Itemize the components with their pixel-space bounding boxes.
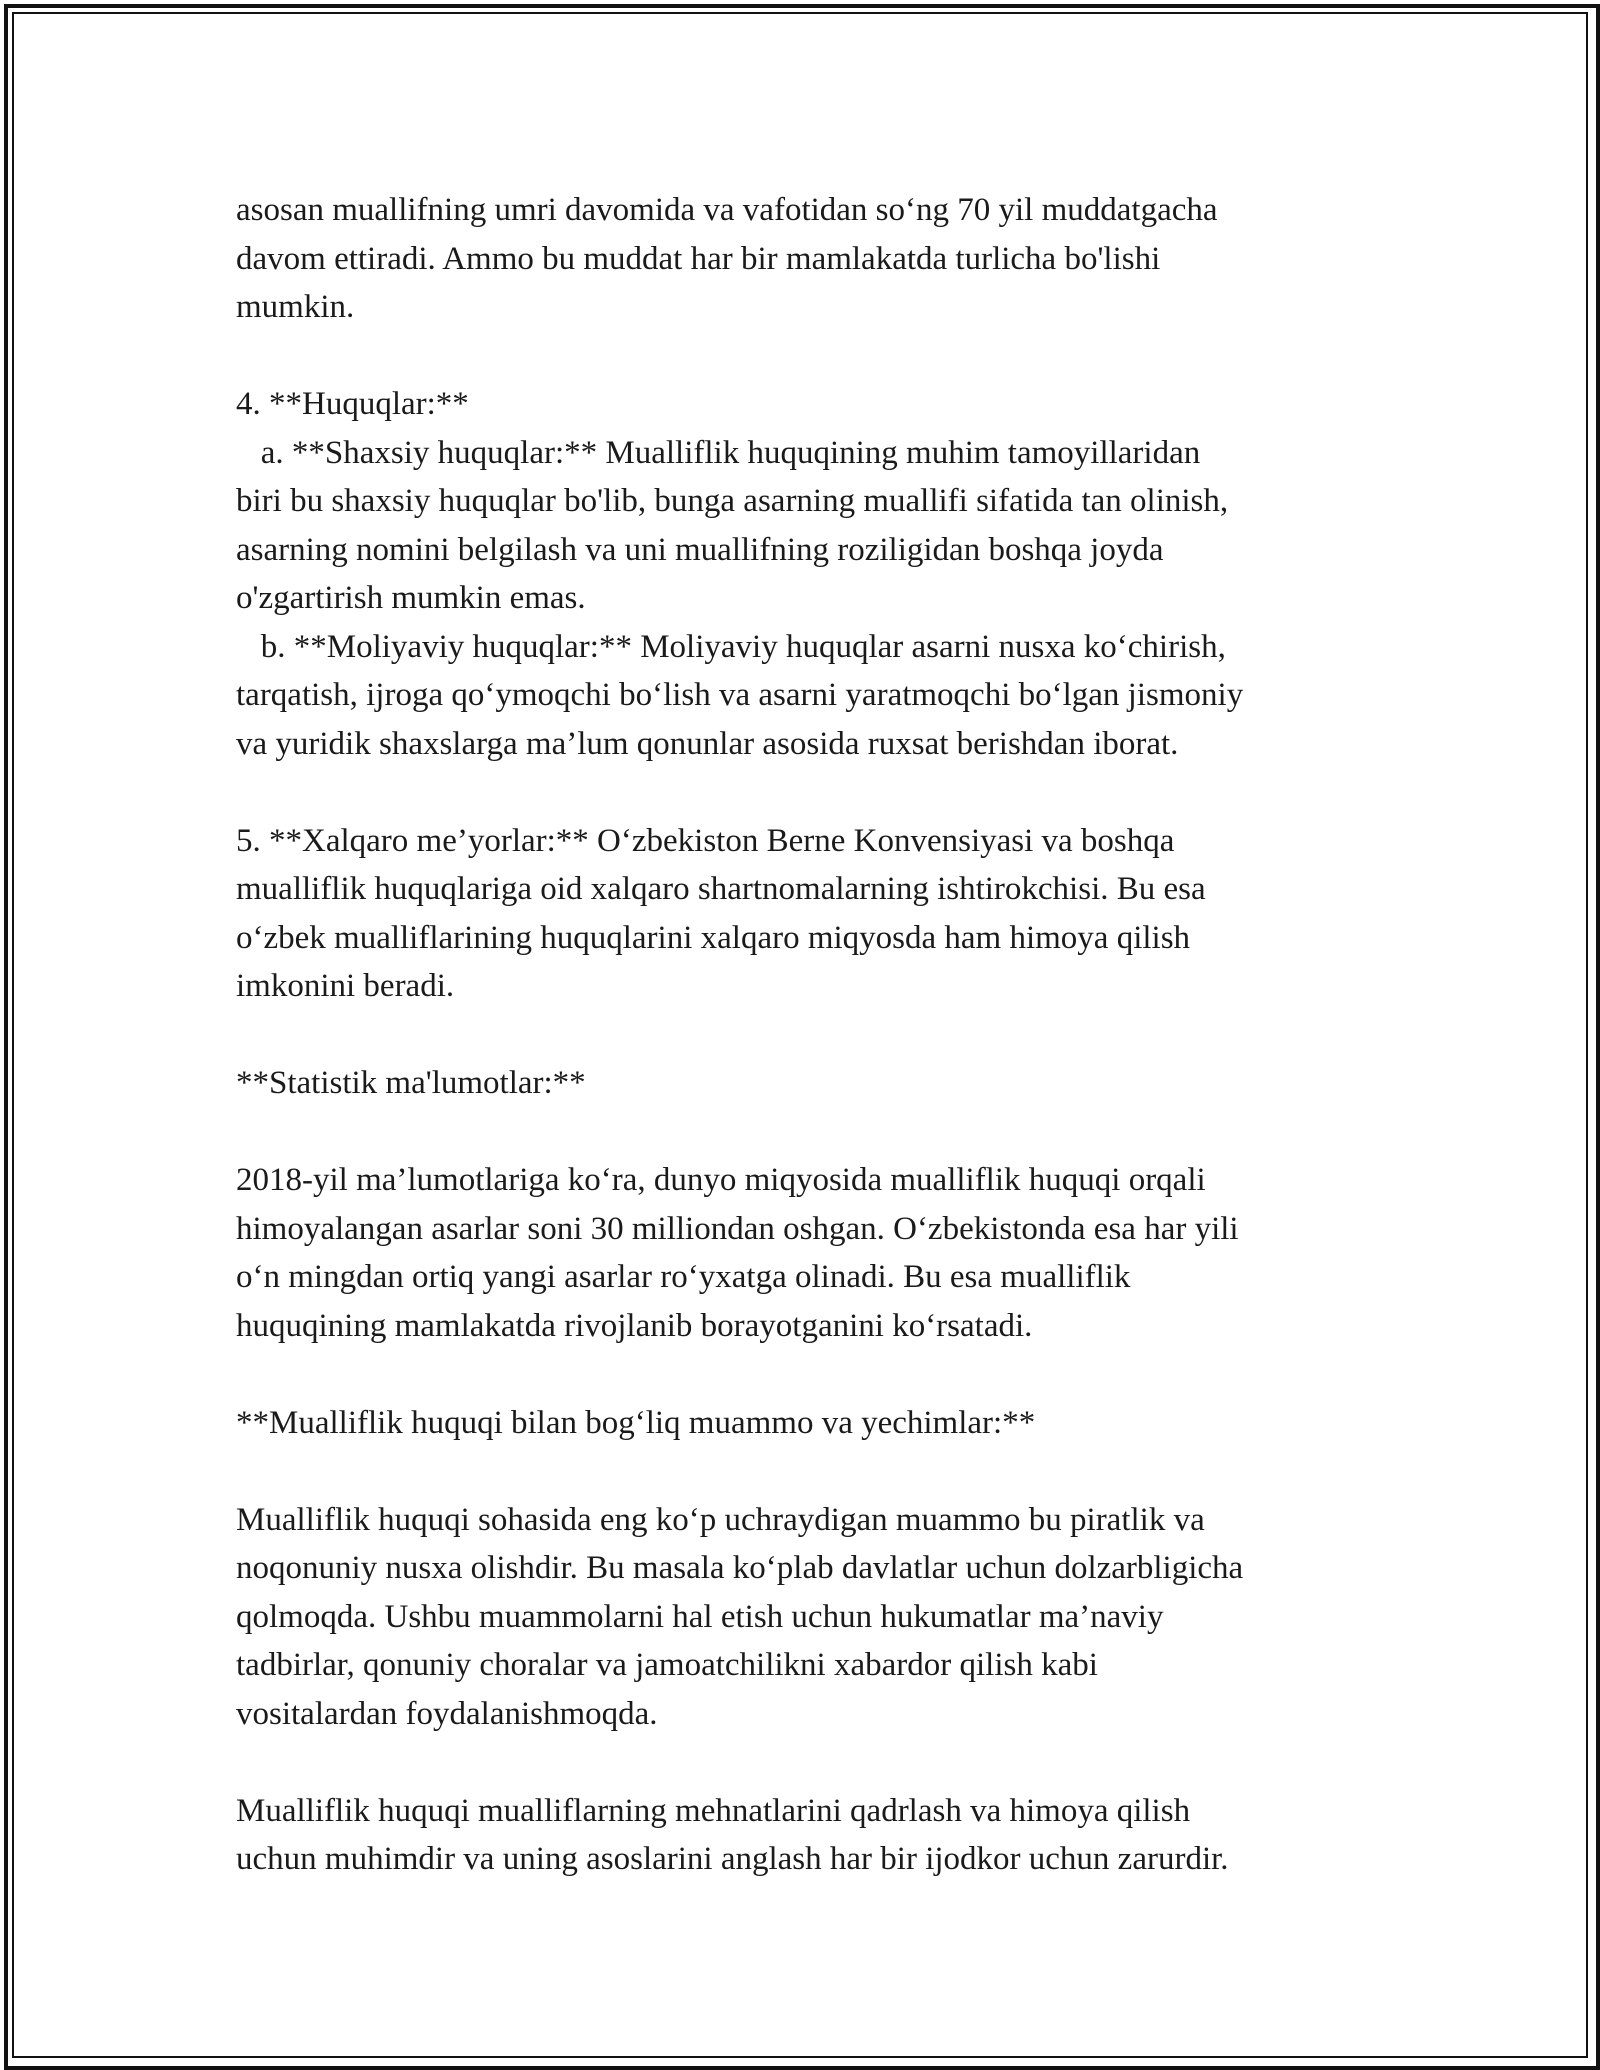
text-line: qolmoqda. Ushbu muammolarni hal etish uchun hukumatlar ma’naviy <box>236 1598 1164 1635</box>
document-body <box>236 186 1376 1884</box>
text-line: mumkin. <box>236 289 355 325</box>
paragraph-rights-section <box>236 380 1376 768</box>
section-heading: **Statistik ma'lumotlar:** <box>236 1065 586 1101</box>
text-line: va yuridik shaxslarga ma’lum qonunlar asosida ruxsat berishdan iborat. <box>236 725 1179 762</box>
paragraph-conclusion <box>236 1787 1376 1884</box>
text-line: huquqining mamlakatda rivojlanib borayotganini ko‘rsatadi. <box>236 1307 1033 1344</box>
paragraph-gap <box>236 1011 1376 1060</box>
text-line: asosan muallifning umri davomida va vafotidan so‘ng 70 yil muddatgacha <box>236 192 1218 228</box>
paragraph-statistics-heading <box>236 1059 1376 1108</box>
text-line: himoyalangan asarlar soni 30 milliondan oshgan. O‘zbekistonda esa har yili <box>236 1210 1239 1247</box>
text-line: 5. **Xalqaro me’yorlar:** O‘zbekiston Berne Konvensiyasi va boshqa <box>236 822 1175 859</box>
paragraph-term-continuation <box>236 186 1376 332</box>
paragraph-international-norms <box>236 817 1376 1011</box>
paragraph-problems-heading <box>236 1399 1376 1448</box>
text-line: noqonuniy nusxa olishdir. Bu masala ko‘plab davlatlar uchun dolzarbligicha <box>236 1550 1244 1586</box>
text-line: o‘n mingdan ortiq yangi asarlar ro‘yxatga olinadi. Bu esa mualliflik <box>236 1259 1131 1295</box>
paragraph-gap <box>236 1350 1376 1399</box>
section-heading: **Mualliflik huquqi bilan bog‘liq muammo va yechimlar:** <box>236 1404 1036 1441</box>
paragraph-problems-body <box>236 1496 1376 1739</box>
paragraph-statistics-body <box>236 1156 1376 1350</box>
text-line: asarning nomini belgilash va uni muallifning roziligidan boshqa joyda <box>236 531 1164 568</box>
paragraph-gap <box>236 1108 1376 1157</box>
text-line: o‘zbek mualliflarining huquqlarini xalqaro miqyosda ham himoya qilish <box>236 919 1191 956</box>
text-line: o'zgartirish mumkin emas. <box>236 580 586 616</box>
text-line: davom ettiradi. Ammo bu muddat har bir mamlakatda turlicha bo'lishi <box>236 240 1161 277</box>
text-line: Mualliflik huquqi mualliflarning mehnatlarini qadrlash va himoya qilish <box>236 1792 1191 1829</box>
section-heading: 4. **Huquqlar:** <box>236 386 469 422</box>
paragraph-gap <box>236 332 1376 381</box>
text-line: mualliflik huquqlariga oid xalqaro shartnomalarning ishtirokchisi. Bu esa <box>236 871 1206 907</box>
paragraph-gap <box>236 1738 1376 1787</box>
text-line: b. **Moliyaviy huquqlar:** Moliyaviy huquqlar asarni nusxa ko‘chirish, <box>236 628 1226 665</box>
text-line: tadbirlar, qonuniy choralar va jamoatchilikni xabardor qilish kabi <box>236 1647 1098 1683</box>
text-line: tarqatish, ijroga qo‘ymoqchi bo‘lish va asarni yaratmoqchi bo‘lgan jismoniy <box>236 677 1244 713</box>
text-line: biri bu shaxsiy huquqlar bo'lib, bunga asarning muallifi sifatida tan olinish, <box>236 483 1229 519</box>
text-line: imkonini beradi. <box>236 968 455 1004</box>
paragraph-gap <box>236 1447 1376 1496</box>
text-line: a. **Shaxsiy huquqlar:** Mualliflik huquqining muhim tamoyillaridan <box>236 434 1201 471</box>
text-line: Mualliflik huquqi sohasida eng ko‘p uchraydigan muammo bu piratlik va <box>236 1501 1205 1538</box>
paragraph-gap <box>236 768 1376 817</box>
text-line: vositalardan foydalanishmoqda. <box>236 1695 658 1732</box>
text-line: uchun muhimdir va uning asoslarini anglash har bir ijodkor uchun zarurdir. <box>236 1841 1229 1877</box>
text-line: 2018-yil ma’lumotlariga ko‘ra, dunyo miqyosida mualliflik huquqi orqali <box>236 1162 1206 1198</box>
